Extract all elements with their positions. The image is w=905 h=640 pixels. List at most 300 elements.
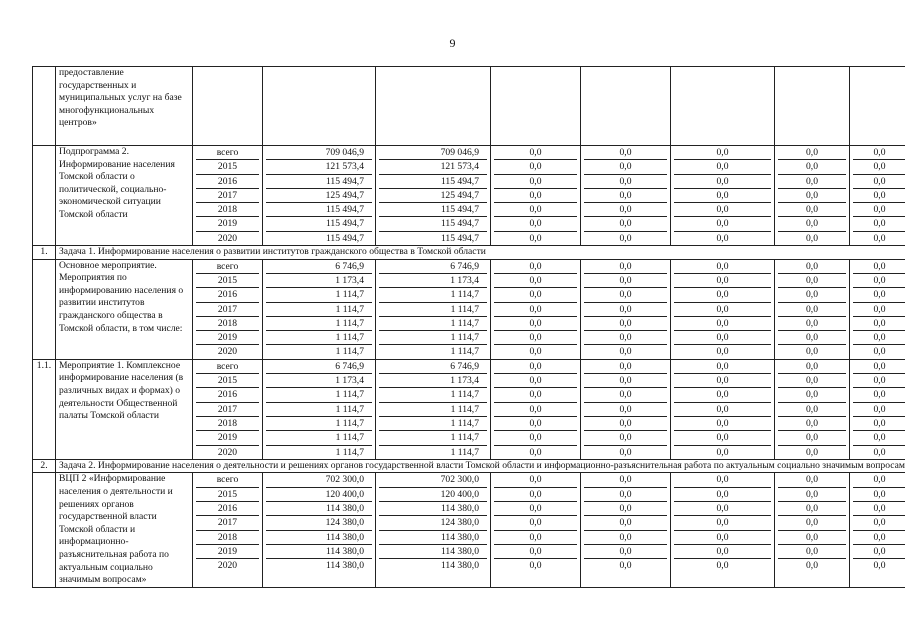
- amount-value: 120 400,0: [266, 488, 372, 502]
- amount-value: 0,0: [674, 360, 771, 374]
- amount-value: 0,0: [716, 446, 729, 458]
- amount-value: 0,0: [584, 260, 667, 274]
- amount-value: 0,0: [584, 388, 667, 402]
- year-label: 2019: [196, 331, 259, 345]
- amount-value: 0,0: [778, 203, 846, 217]
- value-stack: [778, 360, 846, 459]
- amount-value: 0,0: [853, 417, 905, 431]
- year-label: 2018: [196, 531, 259, 545]
- value-column: [850, 259, 905, 359]
- amount-value: 0,0: [853, 502, 905, 516]
- value-stack: [853, 473, 905, 572]
- amount-value: 0,0: [778, 360, 846, 374]
- amount-value: 0,0: [674, 531, 771, 545]
- value-column: [193, 146, 263, 246]
- amount-value: 0,0: [778, 403, 846, 417]
- amount-value: 0,0: [853, 488, 905, 502]
- amount-value: 0,0: [674, 473, 771, 487]
- amount-value: 0,0: [716, 346, 729, 358]
- amount-value: 6 746,9: [379, 360, 487, 374]
- amount-value: 0,0: [674, 217, 771, 231]
- amount-value: 0,0: [853, 175, 905, 189]
- amount-value: 114 380,0: [379, 502, 487, 516]
- block-row: [33, 473, 905, 587]
- value-stack: [494, 260, 577, 359]
- value-stack: [196, 360, 259, 459]
- amount-value: 6 746,9: [266, 360, 372, 374]
- amount-value: 0,0: [853, 189, 905, 203]
- amount-value: 0,0: [494, 146, 577, 160]
- amount-value: 1 114,7: [379, 331, 487, 345]
- amount-value: 1 173,4: [379, 274, 487, 288]
- value-stack: [778, 260, 846, 359]
- amount-value: 1 114,7: [266, 303, 372, 317]
- budget-table: [32, 66, 905, 588]
- year-label: всего: [196, 146, 259, 160]
- amount-value: 1 114,7: [266, 388, 372, 402]
- amount-value: 1 114,7: [379, 303, 487, 317]
- amount-value: 0,0: [853, 331, 905, 345]
- amount-value: 0,0: [853, 531, 905, 545]
- amount-value: 0,0: [853, 203, 905, 217]
- amount-value: 0,0: [494, 274, 577, 288]
- amount-value: 0,0: [494, 303, 577, 317]
- amount-value: 0,0: [494, 217, 577, 231]
- amount-value: 0,0: [674, 403, 771, 417]
- year-label: 2015: [196, 274, 259, 288]
- amount-value: 0,0: [494, 417, 577, 431]
- amount-value: 0,0: [674, 175, 771, 189]
- amount-value: 0,0: [778, 317, 846, 331]
- amount-value: 0,0: [778, 374, 846, 388]
- amount-value: 1 114,7: [379, 388, 487, 402]
- value-column: [376, 359, 491, 459]
- amount-value: 0,0: [778, 274, 846, 288]
- amount-value: 0,0: [853, 274, 905, 288]
- year-label: 2015: [196, 488, 259, 502]
- amount-value: 0,0: [778, 545, 846, 559]
- amount-value: 0,0: [584, 175, 667, 189]
- value-column: [491, 259, 581, 359]
- value-column: [376, 259, 491, 359]
- task-number: 1.: [33, 246, 56, 260]
- amount-value: 0,0: [778, 417, 846, 431]
- value-column: [850, 473, 905, 587]
- amount-value: 0,0: [674, 545, 771, 559]
- year-label: 2016: [196, 175, 259, 189]
- year-label: 2017: [196, 516, 259, 530]
- amount-value: 0,0: [853, 303, 905, 317]
- amount-value: 115 494,7: [440, 232, 479, 244]
- amount-value: 114 380,0: [440, 560, 479, 572]
- value-column: [581, 259, 671, 359]
- amount-value: 114 380,0: [266, 545, 372, 559]
- amount-value: 0,0: [674, 203, 771, 217]
- amount-value: 0,0: [494, 260, 577, 274]
- value-stack: [584, 260, 667, 359]
- year-label: 2019: [196, 217, 259, 231]
- amount-value: 0,0: [853, 473, 905, 487]
- value-column: [775, 146, 850, 246]
- value-stack: [584, 360, 667, 459]
- amount-value: 1 173,4: [266, 274, 372, 288]
- value-column: [491, 146, 581, 246]
- amount-value: 0,0: [584, 531, 667, 545]
- amount-value: 115 494,7: [266, 217, 372, 231]
- value-stack: [853, 146, 905, 245]
- amount-value: 0,0: [584, 374, 667, 388]
- amount-value: 0,0: [873, 232, 886, 244]
- value-stack: [266, 360, 372, 459]
- amount-value: 0,0: [853, 516, 905, 530]
- amount-value: 0,0: [674, 388, 771, 402]
- value-column: [263, 259, 376, 359]
- year-label: 2016: [196, 388, 259, 402]
- value-column: [491, 473, 581, 587]
- amount-value: 0,0: [806, 346, 818, 358]
- amount-value: 1 114,7: [335, 446, 364, 458]
- amount-value: 0,0: [494, 175, 577, 189]
- amount-value: 0,0: [674, 417, 771, 431]
- task-number: 2.: [33, 459, 56, 473]
- amount-value: 0,0: [584, 189, 667, 203]
- amount-value: 1 173,4: [379, 374, 487, 388]
- amount-value: 0,0: [778, 160, 846, 174]
- amount-value: 0,0: [584, 160, 667, 174]
- amount-value: 0,0: [494, 516, 577, 530]
- amount-value: 115 494,7: [266, 175, 372, 189]
- amount-value: 1 114,7: [379, 431, 487, 445]
- amount-value: 0,0: [584, 288, 667, 302]
- amount-value: 124 380,0: [266, 516, 372, 530]
- amount-value: 1 114,7: [335, 346, 364, 358]
- value-stack: [196, 473, 259, 572]
- amount-value: 0,0: [778, 146, 846, 160]
- amount-value: 0,0: [853, 160, 905, 174]
- row-description: Подпрограмма 2. Информирование населения Томской области о политической, социально-экономической ситуации Томской области: [56, 146, 193, 246]
- amount-value: 0,0: [674, 488, 771, 502]
- value-column: [193, 259, 263, 359]
- year-label: 2020: [217, 346, 238, 358]
- value-stack: [674, 473, 771, 572]
- amount-value: 0,0: [584, 417, 667, 431]
- amount-value: 0,0: [716, 232, 729, 244]
- year-label: 2020: [217, 446, 238, 458]
- amount-value: 115 494,7: [325, 232, 364, 244]
- year-label: 2018: [196, 203, 259, 217]
- amount-value: 0,0: [584, 473, 667, 487]
- amount-value: 121 573,4: [379, 160, 487, 174]
- value-stack: [266, 473, 372, 572]
- amount-value: 115 494,7: [379, 203, 487, 217]
- value-column: [263, 359, 376, 459]
- amount-value: 0,0: [674, 146, 771, 160]
- amount-value: 0,0: [494, 189, 577, 203]
- amount-value: 0,0: [494, 545, 577, 559]
- amount-value: 1 114,7: [266, 288, 372, 302]
- amount-value: 0,0: [529, 232, 542, 244]
- amount-value: 0,0: [778, 189, 846, 203]
- amount-value: 0,0: [778, 473, 846, 487]
- amount-value: 0,0: [494, 317, 577, 331]
- amount-value: 1 114,7: [450, 446, 479, 458]
- amount-value: 0,0: [674, 516, 771, 530]
- amount-value: 0,0: [529, 346, 542, 358]
- year-label: 2019: [196, 431, 259, 445]
- amount-value: 1 114,7: [266, 403, 372, 417]
- amount-value: 0,0: [494, 388, 577, 402]
- block-row: [33, 146, 905, 246]
- value-column: [775, 259, 850, 359]
- amount-value: 0,0: [873, 346, 886, 358]
- amount-value: 0,0: [853, 545, 905, 559]
- value-column: [775, 359, 850, 459]
- amount-value: 0,0: [494, 360, 577, 374]
- row-number-cell: [33, 146, 56, 246]
- year-label: 2019: [196, 545, 259, 559]
- year-label: 2015: [196, 160, 259, 174]
- amount-value: 0,0: [584, 317, 667, 331]
- year-label: 2018: [196, 417, 259, 431]
- year-label: 2017: [196, 303, 259, 317]
- amount-value: 0,0: [494, 502, 577, 516]
- amount-value: 0,0: [674, 331, 771, 345]
- amount-value: 0,0: [674, 260, 771, 274]
- year-label: 2015: [196, 374, 259, 388]
- row-description: ВЦП 2 «Информирование населения о деятельности и решениях органов государственной власти Томской области и информационно-разъяснительная работа по актуальным социально значимым вопросам»: [56, 473, 193, 587]
- value-stack: [494, 473, 577, 572]
- row-number-cell: [33, 67, 56, 146]
- value-column: [671, 146, 775, 246]
- amount-value: 1 173,4: [266, 374, 372, 388]
- amount-value: 0,0: [584, 274, 667, 288]
- value-stack: [674, 146, 771, 245]
- amount-value: 1 114,7: [379, 288, 487, 302]
- amount-value: 124 380,0: [379, 516, 487, 530]
- amount-value: 0,0: [619, 446, 632, 458]
- amount-value: 0,0: [853, 360, 905, 374]
- amount-value: 1 114,7: [266, 431, 372, 445]
- amount-value: 115 494,7: [379, 175, 487, 189]
- row-description: Мероприятие 1. Комплексное информирование населения (в различных видах и формах) о деятельности Общественной палаты Томской области: [56, 359, 193, 459]
- amount-value: 0,0: [584, 331, 667, 345]
- amount-value: 0,0: [806, 446, 818, 458]
- amount-value: 702 300,0: [379, 473, 487, 487]
- block-row: [33, 359, 905, 459]
- amount-value: 0,0: [494, 331, 577, 345]
- row-number-cell: [33, 259, 56, 359]
- amount-value: 0,0: [778, 388, 846, 402]
- amount-value: 6 746,9: [266, 260, 372, 274]
- amount-value: 0,0: [674, 317, 771, 331]
- value-stack: [494, 146, 577, 245]
- task-title: Задача 2. Информирование населения о деятельности и решениях органов государственной власти Томской области и информационно-разъяснительная работа по актуальным социально значимым вопросам: [56, 459, 905, 473]
- amount-value: 114 380,0: [266, 531, 372, 545]
- amount-value: 0,0: [584, 502, 667, 516]
- task-row: [33, 246, 905, 260]
- amount-value: 709 046,9: [266, 146, 372, 160]
- amount-value: 0,0: [494, 203, 577, 217]
- amount-value: 115 494,7: [266, 203, 372, 217]
- amount-value: 0,0: [778, 331, 846, 345]
- amount-value: 0,0: [619, 560, 632, 572]
- top-fragment-row: [33, 67, 905, 146]
- task-row: [33, 459, 905, 473]
- amount-value: 0,0: [494, 374, 577, 388]
- year-label: 2016: [196, 288, 259, 302]
- amount-value: 0,0: [674, 274, 771, 288]
- amount-value: 1 114,7: [266, 317, 372, 331]
- amount-value: 0,0: [778, 516, 846, 530]
- value-column: [376, 146, 491, 246]
- amount-value: 0,0: [584, 217, 667, 231]
- amount-value: 0,0: [853, 317, 905, 331]
- amount-value: 125 494,7: [266, 189, 372, 203]
- value-stack: [379, 360, 487, 459]
- value-column: [193, 473, 263, 587]
- amount-value: 0,0: [619, 346, 632, 358]
- value-stack: [853, 260, 905, 359]
- amount-value: 0,0: [853, 374, 905, 388]
- amount-value: 0,0: [584, 360, 667, 374]
- amount-value: 114 380,0: [379, 531, 487, 545]
- amount-value: 0,0: [494, 488, 577, 502]
- value-column: [671, 359, 775, 459]
- amount-value: 0,0: [778, 288, 846, 302]
- amount-value: 0,0: [494, 531, 577, 545]
- value-column: [263, 146, 376, 246]
- amount-value: 114 380,0: [379, 545, 487, 559]
- task-title: Задача 1. Информирование населения о развитии институтов гражданского общества в Томской области: [56, 246, 905, 260]
- value-column: [581, 473, 671, 587]
- amount-value: 0,0: [853, 431, 905, 445]
- value-stack: [853, 360, 905, 459]
- amount-value: 709 046,9: [379, 146, 487, 160]
- row-number-cell: 1.1.: [33, 359, 56, 459]
- value-stack: [674, 260, 771, 359]
- amount-value: 1 114,7: [450, 346, 479, 358]
- amount-value: 0,0: [778, 303, 846, 317]
- amount-value: 0,0: [716, 560, 729, 572]
- amount-value: 0,0: [584, 203, 667, 217]
- value-column: [376, 473, 491, 587]
- amount-value: 0,0: [674, 288, 771, 302]
- amount-value: 0,0: [674, 160, 771, 174]
- value-column: [581, 359, 671, 459]
- amount-value: 0,0: [529, 446, 542, 458]
- amount-value: 0,0: [674, 189, 771, 203]
- amount-value: 0,0: [674, 431, 771, 445]
- value-stack: [379, 146, 487, 245]
- amount-value: 1 114,7: [379, 317, 487, 331]
- amount-value: 114 380,0: [325, 560, 364, 572]
- amount-value: 0,0: [674, 502, 771, 516]
- value-stack: [494, 360, 577, 459]
- amount-value: 0,0: [584, 303, 667, 317]
- amount-value: 1 114,7: [379, 417, 487, 431]
- amount-value: 6 746,9: [379, 260, 487, 274]
- value-column: [671, 473, 775, 587]
- value-stack: [379, 473, 487, 572]
- year-label: 2017: [196, 403, 259, 417]
- amount-value: 0,0: [853, 260, 905, 274]
- amount-value: 0,0: [778, 531, 846, 545]
- year-label: 2016: [196, 502, 259, 516]
- year-label: всего: [196, 260, 259, 274]
- amount-value: 125 494,7: [379, 189, 487, 203]
- amount-value: 0,0: [806, 560, 818, 572]
- value-stack: [584, 473, 667, 572]
- amount-value: 0,0: [873, 446, 886, 458]
- value-column: [263, 473, 376, 587]
- value-stack: [196, 260, 259, 359]
- value-column: [491, 359, 581, 459]
- amount-value: 0,0: [806, 232, 818, 244]
- amount-value: 0,0: [584, 431, 667, 445]
- amount-value: 702 300,0: [266, 473, 372, 487]
- value-stack: [584, 146, 667, 245]
- value-stack: [379, 260, 487, 359]
- value-column: [775, 473, 850, 587]
- row-description: Основное мероприятие. Мероприятия по информированию населения о развитии институтов гражданского общества в Томской области, в том числе:: [56, 259, 193, 359]
- amount-value: 0,0: [674, 303, 771, 317]
- row-number-cell: [33, 473, 56, 587]
- amount-value: 0,0: [584, 545, 667, 559]
- amount-value: 0,0: [778, 217, 846, 231]
- year-label: всего: [196, 360, 259, 374]
- year-label: 2020: [217, 232, 238, 244]
- amount-value: 0,0: [494, 160, 577, 174]
- amount-value: 1 114,7: [266, 417, 372, 431]
- amount-value: 0,0: [778, 260, 846, 274]
- amount-value: 0,0: [584, 403, 667, 417]
- amount-value: 0,0: [873, 560, 886, 572]
- amount-value: 0,0: [494, 473, 577, 487]
- amount-value: 114 380,0: [266, 502, 372, 516]
- value-column: [193, 359, 263, 459]
- value-stack: [778, 473, 846, 572]
- amount-value: 121 573,4: [266, 160, 372, 174]
- amount-value: 0,0: [778, 488, 846, 502]
- block-row: [33, 259, 905, 359]
- value-stack: [266, 260, 372, 359]
- amount-value: 115 494,7: [379, 217, 487, 231]
- row-description: предоставление государственных и муниципальных услуг на базе многофункциональных центров»: [56, 67, 193, 146]
- amount-value: 0,0: [853, 146, 905, 160]
- amount-value: 0,0: [494, 431, 577, 445]
- year-label: 2020: [217, 560, 238, 572]
- value-column: [671, 259, 775, 359]
- amount-value: 0,0: [674, 374, 771, 388]
- value-stack: [196, 146, 259, 245]
- amount-value: 120 400,0: [379, 488, 487, 502]
- amount-value: 1 114,7: [266, 331, 372, 345]
- value-stack: [674, 360, 771, 459]
- value-column: [850, 146, 905, 246]
- amount-value: 0,0: [584, 146, 667, 160]
- amount-value: 0,0: [494, 403, 577, 417]
- amount-value: 0,0: [619, 232, 632, 244]
- year-label: всего: [196, 473, 259, 487]
- page-number: 9: [449, 36, 456, 50]
- value-stack: [778, 146, 846, 245]
- amount-value: 0,0: [778, 502, 846, 516]
- value-stack: [266, 146, 372, 245]
- amount-value: 1 114,7: [379, 403, 487, 417]
- amount-value: 0,0: [584, 488, 667, 502]
- amount-value: 0,0: [584, 516, 667, 530]
- amount-value: 0,0: [853, 288, 905, 302]
